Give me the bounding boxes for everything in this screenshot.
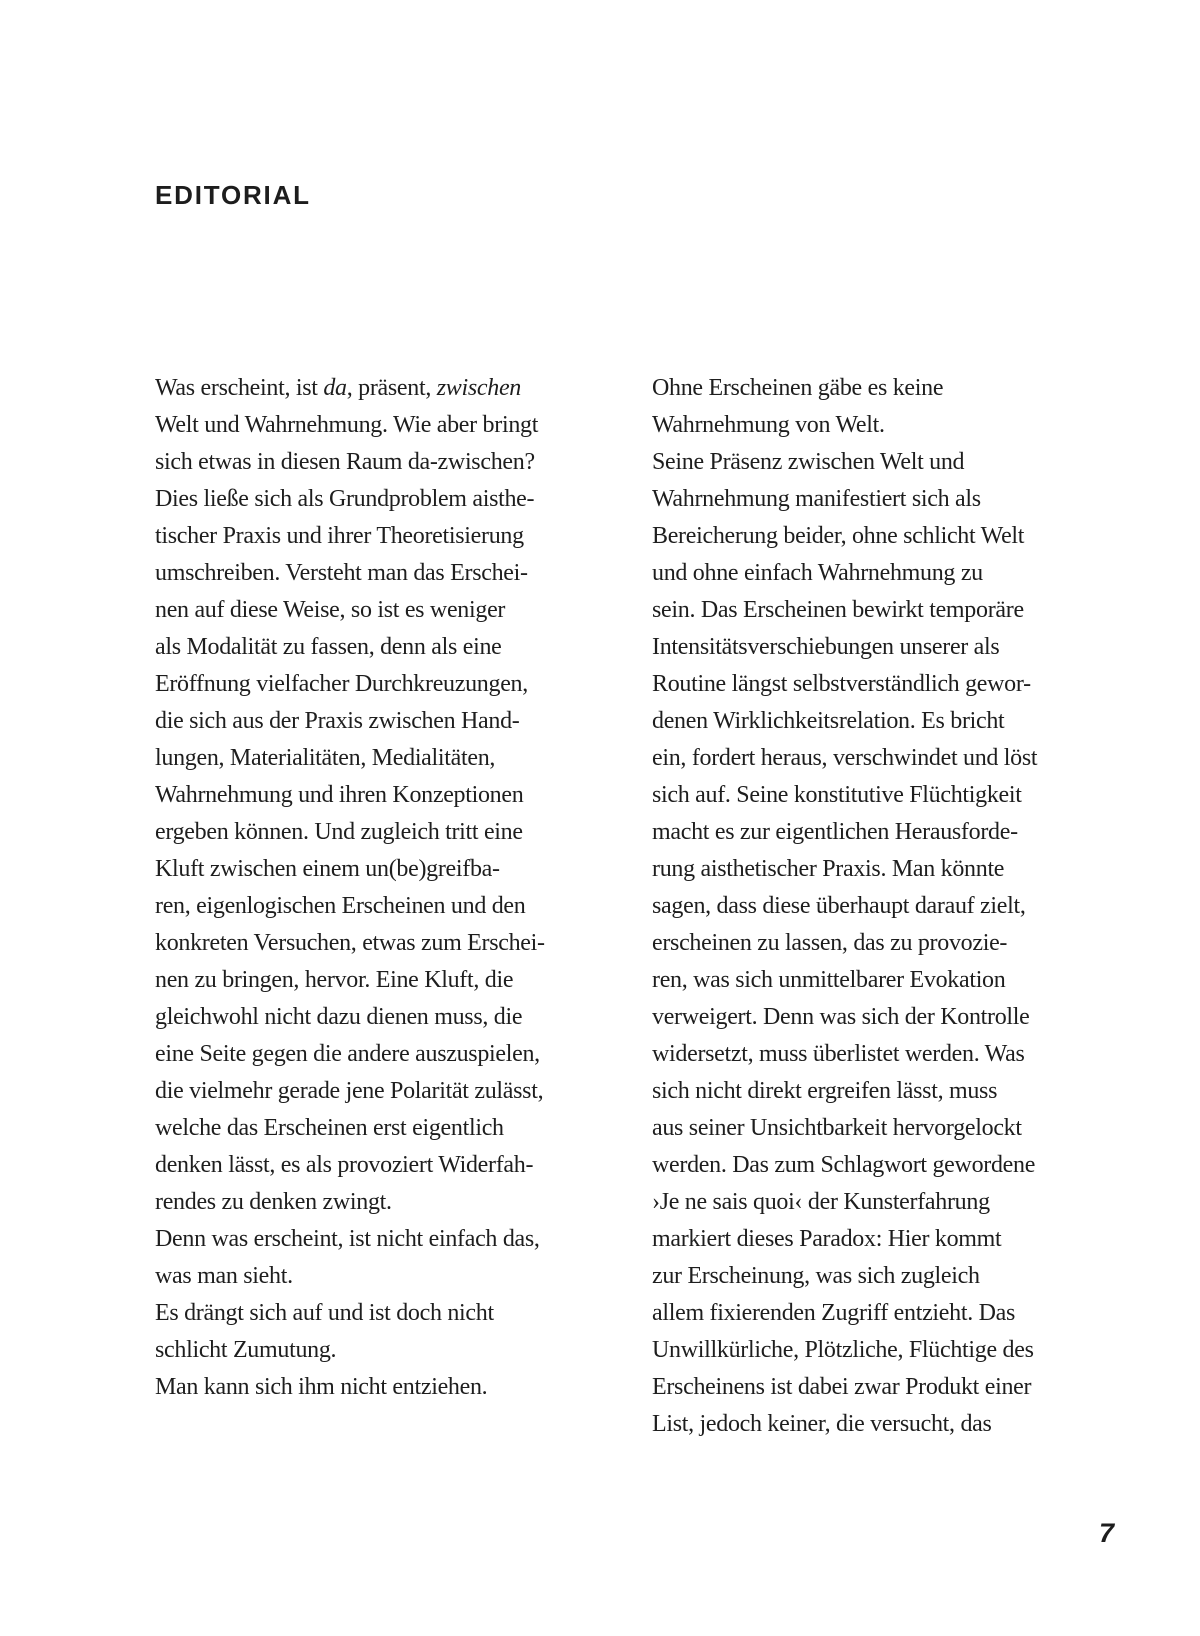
text-line: Bereicherung beider, ohne schlicht Welt bbox=[652, 523, 1025, 549]
text-line: allem fixierenden Zugriff entzieht. Das bbox=[652, 1300, 1016, 1326]
text-line: werden. Das zum Schlagwort gewordene bbox=[652, 1152, 1036, 1178]
text-line: Kluft zwischen einem un(be)greifba- bbox=[155, 856, 500, 882]
text-line: Dies ließe sich als Grundproblem aisthe- bbox=[155, 486, 535, 512]
text-line bbox=[155, 370, 620, 407]
text-segment: Was erscheint, ist bbox=[155, 375, 324, 401]
text-line: ›Je ne sais quoi‹ der Kunsterfahrung bbox=[652, 1189, 990, 1215]
text-line: denen Wirklichkeitsrelation. Es bricht bbox=[652, 708, 1005, 734]
text-line: als Modalität zu fassen, denn als eine bbox=[155, 634, 502, 660]
text-line: Erscheinens ist dabei zwar Produkt einer bbox=[652, 1374, 1032, 1400]
text-line: ren, was sich unmittelbarer Evokation bbox=[652, 967, 1006, 993]
text-line: konkreten Versuchen, etwas zum Erschei- bbox=[155, 930, 545, 956]
text-line: gleichwohl nicht dazu dienen muss, die bbox=[155, 1004, 523, 1030]
text-line: sich etwas in diesen Raum da-zwischen? bbox=[155, 449, 535, 475]
text-line: nen zu bringen, hervor. Eine Kluft, die bbox=[155, 967, 514, 993]
text-line: sagen, dass diese überhaupt darauf zielt, bbox=[652, 893, 1026, 919]
italic-text: zwischen bbox=[436, 375, 522, 401]
text-line: List, jedoch keiner, die versucht, das bbox=[652, 1411, 992, 1437]
text-line: Wahrnehmung manifestiert sich als bbox=[652, 486, 981, 512]
text-line: ren, eigenlogischen Erscheinen und den bbox=[155, 893, 526, 919]
text-line: verweigert. Denn was sich der Kontrolle bbox=[652, 1004, 1030, 1030]
text-line: Routine längst selbstverständlich gewor- bbox=[652, 671, 1031, 697]
text-line: eine Seite gegen die andere auszuspielen, bbox=[155, 1041, 540, 1067]
page-title: EDITORIAL bbox=[155, 180, 311, 210]
text-line: Wahrnehmung und ihren Konzeptionen bbox=[155, 782, 524, 808]
text-line: widersetzt, muss überlistet werden. Was bbox=[652, 1041, 1025, 1067]
text-line: sich auf. Seine konstitutive Flüchtigkeit bbox=[652, 782, 1022, 808]
text-line: Wahrnehmung von Welt. bbox=[652, 412, 885, 438]
text-line: aus seiner Unsichtbarkeit hervorgelockt bbox=[652, 1115, 1022, 1141]
text-column-left bbox=[155, 370, 620, 1406]
text-line: lungen, Materialitäten, Medialitäten, bbox=[155, 745, 496, 771]
text-segment: , präsent, bbox=[346, 375, 437, 401]
text-line: sich nicht direkt ergreifen lässt, muss bbox=[652, 1078, 998, 1104]
text-line: Seine Präsenz zwischen Welt und bbox=[652, 449, 965, 475]
page-number: 7 bbox=[1098, 1518, 1114, 1548]
text-line: denken lässt, es als provoziert Widerfah- bbox=[155, 1152, 534, 1178]
text-line: erscheinen zu lassen, das zu provozie- bbox=[652, 930, 1008, 956]
text-line: ein, fordert heraus, verschwindet und löst bbox=[652, 745, 1038, 771]
text-line: macht es zur eigentlichen Herausforde- bbox=[652, 819, 1018, 845]
text-line: tischer Praxis und ihrer Theoretisierung bbox=[155, 523, 524, 549]
text-line: Ohne Erscheinen gäbe es keine bbox=[652, 375, 944, 401]
text-line: Man kann sich ihm nicht entziehen. bbox=[155, 1374, 488, 1400]
text-line: zur Erscheinung, was sich zugleich bbox=[652, 1263, 980, 1289]
text-line: Intensitätsverschiebungen unserer als bbox=[652, 634, 1000, 660]
text-line: sein. Das Erscheinen bewirkt temporäre bbox=[652, 597, 1024, 623]
text-line: ergeben können. Und zugleich tritt eine bbox=[155, 819, 523, 845]
text-line: rendes zu denken zwingt. bbox=[155, 1189, 392, 1215]
text-line: was man sieht. bbox=[155, 1263, 293, 1289]
text-line: die vielmehr gerade jene Polarität zulässt, bbox=[155, 1078, 544, 1104]
text-line: und ohne einfach Wahrnehmung zu bbox=[652, 560, 983, 586]
text-line: welche das Erscheinen erst eigentlich bbox=[155, 1115, 504, 1141]
text-line: Denn was erscheint, ist nicht einfach das, bbox=[155, 1226, 540, 1252]
text-line: Es drängt sich auf und ist doch nicht bbox=[155, 1300, 494, 1326]
text-line: umschreiben. Versteht man das Erschei- bbox=[155, 560, 528, 586]
text-line: markiert dieses Paradox: Hier kommt bbox=[652, 1226, 1002, 1252]
text-line: nen auf diese Weise, so ist es weniger bbox=[155, 597, 506, 623]
text-line: rung aisthetischer Praxis. Man könnte bbox=[652, 856, 1005, 882]
text-line: Unwillkürliche, Plötzliche, Flüchtige des bbox=[652, 1337, 1034, 1363]
italic-text: da bbox=[323, 375, 347, 401]
text-line: Eröffnung vielfacher Durchkreuzungen, bbox=[155, 671, 528, 697]
text-line: schlicht Zumutung. bbox=[155, 1337, 337, 1363]
text-line: Welt und Wahrnehmung. Wie aber bringt bbox=[155, 412, 539, 438]
text-line: die sich aus der Praxis zwischen Hand- bbox=[155, 708, 520, 734]
text-column-right bbox=[652, 370, 1117, 1443]
